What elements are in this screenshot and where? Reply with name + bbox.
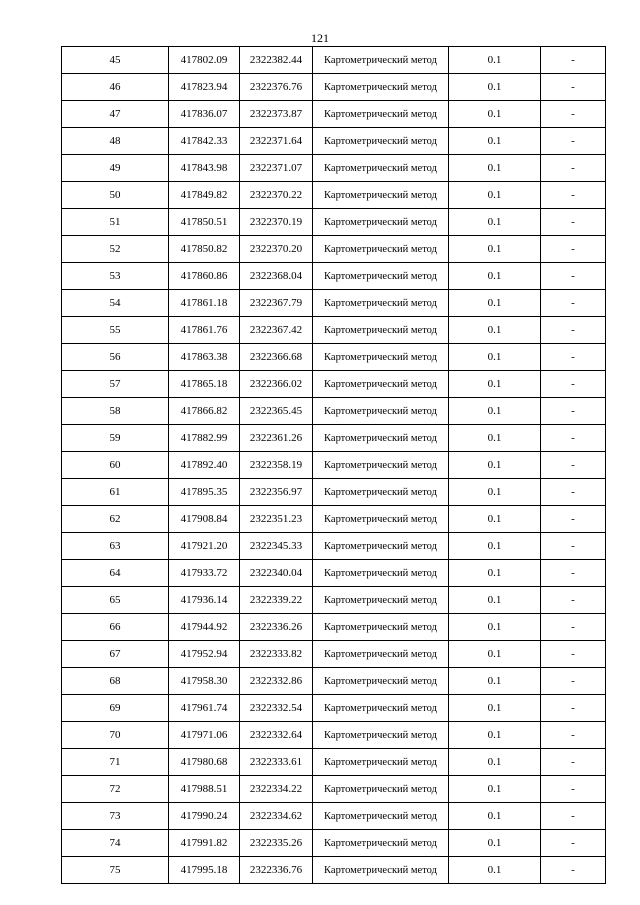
point-number-cell: 74 <box>62 830 169 857</box>
y-coordinate-cell: 2322332.86 <box>240 668 313 695</box>
table-row <box>62 209 606 236</box>
y-coordinate-cell: 2322339.22 <box>240 587 313 614</box>
x-coordinate-cell: 417882.99 <box>169 425 240 452</box>
method-cell: Картометрический метод <box>313 668 449 695</box>
y-coordinate-cell: 2322382.44 <box>240 47 313 74</box>
y-coordinate-cell: 2322345.33 <box>240 533 313 560</box>
point-number-cell: 57 <box>62 371 169 398</box>
accuracy-cell: 0.1 <box>449 209 541 236</box>
table-row <box>62 236 606 263</box>
x-coordinate-cell: 417988.51 <box>169 776 240 803</box>
point-number-cell: 58 <box>62 398 169 425</box>
y-coordinate-cell: 2322333.82 <box>240 641 313 668</box>
y-coordinate-cell: 2322336.26 <box>240 614 313 641</box>
accuracy-cell: 0.1 <box>449 803 541 830</box>
note-cell: - <box>541 371 606 398</box>
method-cell: Картометрический метод <box>313 344 449 371</box>
accuracy-cell: 0.1 <box>449 182 541 209</box>
method-cell: Картометрический метод <box>313 803 449 830</box>
accuracy-cell: 0.1 <box>449 506 541 533</box>
accuracy-cell: 0.1 <box>449 344 541 371</box>
method-cell: Картометрический метод <box>313 452 449 479</box>
table-row <box>62 830 606 857</box>
note-cell: - <box>541 479 606 506</box>
method-cell: Картометрический метод <box>313 587 449 614</box>
table-row <box>62 344 606 371</box>
method-cell: Картометрический метод <box>313 749 449 776</box>
y-coordinate-cell: 2322334.62 <box>240 803 313 830</box>
accuracy-cell: 0.1 <box>449 776 541 803</box>
table-row <box>62 452 606 479</box>
accuracy-cell: 0.1 <box>449 587 541 614</box>
method-cell: Картометрический метод <box>313 614 449 641</box>
method-cell: Картометрический метод <box>313 722 449 749</box>
coordinates-table <box>61 46 606 884</box>
x-coordinate-cell: 417850.82 <box>169 236 240 263</box>
y-coordinate-cell: 2322370.19 <box>240 209 313 236</box>
x-coordinate-cell: 417971.06 <box>169 722 240 749</box>
method-cell: Картометрический метод <box>313 155 449 182</box>
x-coordinate-cell: 417866.82 <box>169 398 240 425</box>
table-row <box>62 668 606 695</box>
note-cell: - <box>541 344 606 371</box>
page-number: 121 <box>311 31 329 45</box>
table-row <box>62 290 606 317</box>
y-coordinate-cell: 2322366.68 <box>240 344 313 371</box>
method-cell: Картометрический метод <box>313 641 449 668</box>
point-number-cell: 62 <box>62 506 169 533</box>
method-cell: Картометрический метод <box>313 371 449 398</box>
accuracy-cell: 0.1 <box>449 47 541 74</box>
accuracy-cell: 0.1 <box>449 830 541 857</box>
point-number-cell: 45 <box>62 47 169 74</box>
table-row <box>62 425 606 452</box>
table-row <box>62 479 606 506</box>
method-cell: Картометрический метод <box>313 128 449 155</box>
point-number-cell: 48 <box>62 128 169 155</box>
point-number-cell: 53 <box>62 263 169 290</box>
x-coordinate-cell: 417933.72 <box>169 560 240 587</box>
x-coordinate-cell: 417944.92 <box>169 614 240 641</box>
y-coordinate-cell: 2322333.61 <box>240 749 313 776</box>
accuracy-cell: 0.1 <box>449 74 541 101</box>
table-row <box>62 398 606 425</box>
point-number-cell: 60 <box>62 452 169 479</box>
x-coordinate-cell: 417921.20 <box>169 533 240 560</box>
method-cell: Картометрический метод <box>313 182 449 209</box>
point-number-cell: 75 <box>62 857 169 884</box>
x-coordinate-cell: 417842.33 <box>169 128 240 155</box>
y-coordinate-cell: 2322358.19 <box>240 452 313 479</box>
x-coordinate-cell: 417908.84 <box>169 506 240 533</box>
point-number-cell: 73 <box>62 803 169 830</box>
point-number-cell: 55 <box>62 317 169 344</box>
x-coordinate-cell: 417843.98 <box>169 155 240 182</box>
note-cell: - <box>541 398 606 425</box>
point-number-cell: 54 <box>62 290 169 317</box>
x-coordinate-cell: 417849.82 <box>169 182 240 209</box>
coordinates-table-body <box>62 47 606 884</box>
point-number-cell: 52 <box>62 236 169 263</box>
point-number-cell: 61 <box>62 479 169 506</box>
y-coordinate-cell: 2322361.26 <box>240 425 313 452</box>
x-coordinate-cell: 417961.74 <box>169 695 240 722</box>
method-cell: Картометрический метод <box>313 425 449 452</box>
accuracy-cell: 0.1 <box>449 452 541 479</box>
table-row <box>62 803 606 830</box>
table-row <box>62 641 606 668</box>
accuracy-cell: 0.1 <box>449 533 541 560</box>
y-coordinate-cell: 2322368.04 <box>240 263 313 290</box>
x-coordinate-cell: 417895.35 <box>169 479 240 506</box>
note-cell: - <box>541 614 606 641</box>
note-cell: - <box>541 857 606 884</box>
table-row <box>62 587 606 614</box>
y-coordinate-cell: 2322340.04 <box>240 560 313 587</box>
y-coordinate-cell: 2322332.64 <box>240 722 313 749</box>
method-cell: Картометрический метод <box>313 479 449 506</box>
table-row <box>62 614 606 641</box>
point-number-cell: 71 <box>62 749 169 776</box>
point-number-cell: 47 <box>62 101 169 128</box>
y-coordinate-cell: 2322376.76 <box>240 74 313 101</box>
x-coordinate-cell: 417980.68 <box>169 749 240 776</box>
accuracy-cell: 0.1 <box>449 749 541 776</box>
x-coordinate-cell: 417860.86 <box>169 263 240 290</box>
accuracy-cell: 0.1 <box>449 695 541 722</box>
method-cell: Картометрический метод <box>313 317 449 344</box>
y-coordinate-cell: 2322351.23 <box>240 506 313 533</box>
note-cell: - <box>541 263 606 290</box>
table-row <box>62 695 606 722</box>
x-coordinate-cell: 417861.18 <box>169 290 240 317</box>
point-number-cell: 49 <box>62 155 169 182</box>
method-cell: Картометрический метод <box>313 695 449 722</box>
accuracy-cell: 0.1 <box>449 668 541 695</box>
x-coordinate-cell: 417861.76 <box>169 317 240 344</box>
table-row <box>62 857 606 884</box>
accuracy-cell: 0.1 <box>449 371 541 398</box>
method-cell: Картометрический метод <box>313 236 449 263</box>
table-row <box>62 155 606 182</box>
accuracy-cell: 0.1 <box>449 722 541 749</box>
method-cell: Картометрический метод <box>313 560 449 587</box>
accuracy-cell: 0.1 <box>449 479 541 506</box>
accuracy-cell: 0.1 <box>449 398 541 425</box>
note-cell: - <box>541 560 606 587</box>
y-coordinate-cell: 2322371.07 <box>240 155 313 182</box>
method-cell: Картометрический метод <box>313 830 449 857</box>
note-cell: - <box>541 803 606 830</box>
note-cell: - <box>541 506 606 533</box>
note-cell: - <box>541 290 606 317</box>
accuracy-cell: 0.1 <box>449 317 541 344</box>
note-cell: - <box>541 749 606 776</box>
y-coordinate-cell: 2322335.26 <box>240 830 313 857</box>
note-cell: - <box>541 155 606 182</box>
accuracy-cell: 0.1 <box>449 614 541 641</box>
y-coordinate-cell: 2322336.76 <box>240 857 313 884</box>
point-number-cell: 67 <box>62 641 169 668</box>
note-cell: - <box>541 776 606 803</box>
table-row <box>62 128 606 155</box>
x-coordinate-cell: 417802.09 <box>169 47 240 74</box>
note-cell: - <box>541 47 606 74</box>
x-coordinate-cell: 417958.30 <box>169 668 240 695</box>
x-coordinate-cell: 417823.94 <box>169 74 240 101</box>
note-cell: - <box>541 182 606 209</box>
accuracy-cell: 0.1 <box>449 263 541 290</box>
x-coordinate-cell: 417863.38 <box>169 344 240 371</box>
accuracy-cell: 0.1 <box>449 128 541 155</box>
method-cell: Картометрический метод <box>313 47 449 74</box>
table-row <box>62 560 606 587</box>
x-coordinate-cell: 417892.40 <box>169 452 240 479</box>
method-cell: Картометрический метод <box>313 506 449 533</box>
table-row <box>62 506 606 533</box>
table-row <box>62 776 606 803</box>
accuracy-cell: 0.1 <box>449 290 541 317</box>
y-coordinate-cell: 2322365.45 <box>240 398 313 425</box>
note-cell: - <box>541 209 606 236</box>
note-cell: - <box>541 533 606 560</box>
y-coordinate-cell: 2322356.97 <box>240 479 313 506</box>
x-coordinate-cell: 417991.82 <box>169 830 240 857</box>
x-coordinate-cell: 417865.18 <box>169 371 240 398</box>
accuracy-cell: 0.1 <box>449 236 541 263</box>
table-row <box>62 101 606 128</box>
table-row <box>62 317 606 344</box>
x-coordinate-cell: 417952.94 <box>169 641 240 668</box>
y-coordinate-cell: 2322334.22 <box>240 776 313 803</box>
y-coordinate-cell: 2322370.20 <box>240 236 313 263</box>
method-cell: Картометрический метод <box>313 101 449 128</box>
point-number-cell: 56 <box>62 344 169 371</box>
accuracy-cell: 0.1 <box>449 857 541 884</box>
accuracy-cell: 0.1 <box>449 425 541 452</box>
method-cell: Картометрический метод <box>313 74 449 101</box>
y-coordinate-cell: 2322366.02 <box>240 371 313 398</box>
method-cell: Картометрический метод <box>313 290 449 317</box>
table-row <box>62 182 606 209</box>
point-number-cell: 63 <box>62 533 169 560</box>
accuracy-cell: 0.1 <box>449 101 541 128</box>
method-cell: Картометрический метод <box>313 398 449 425</box>
table-row <box>62 722 606 749</box>
point-number-cell: 46 <box>62 74 169 101</box>
x-coordinate-cell: 417995.18 <box>169 857 240 884</box>
method-cell: Картометрический метод <box>313 776 449 803</box>
accuracy-cell: 0.1 <box>449 560 541 587</box>
note-cell: - <box>541 641 606 668</box>
point-number-cell: 51 <box>62 209 169 236</box>
note-cell: - <box>541 128 606 155</box>
note-cell: - <box>541 668 606 695</box>
method-cell: Картометрический метод <box>313 533 449 560</box>
x-coordinate-cell: 417990.24 <box>169 803 240 830</box>
table-row <box>62 263 606 290</box>
table-row <box>62 74 606 101</box>
note-cell: - <box>541 722 606 749</box>
table-row <box>62 47 606 74</box>
point-number-cell: 69 <box>62 695 169 722</box>
method-cell: Картометрический метод <box>313 857 449 884</box>
method-cell: Картометрический метод <box>313 209 449 236</box>
point-number-cell: 59 <box>62 425 169 452</box>
y-coordinate-cell: 2322373.87 <box>240 101 313 128</box>
note-cell: - <box>541 830 606 857</box>
y-coordinate-cell: 2322367.79 <box>240 290 313 317</box>
x-coordinate-cell: 417936.14 <box>169 587 240 614</box>
note-cell: - <box>541 425 606 452</box>
point-number-cell: 72 <box>62 776 169 803</box>
note-cell: - <box>541 317 606 344</box>
point-number-cell: 65 <box>62 587 169 614</box>
accuracy-cell: 0.1 <box>449 641 541 668</box>
accuracy-cell: 0.1 <box>449 155 541 182</box>
note-cell: - <box>541 452 606 479</box>
point-number-cell: 66 <box>62 614 169 641</box>
x-coordinate-cell: 417850.51 <box>169 209 240 236</box>
method-cell: Картометрический метод <box>313 263 449 290</box>
note-cell: - <box>541 587 606 614</box>
point-number-cell: 64 <box>62 560 169 587</box>
note-cell: - <box>541 236 606 263</box>
point-number-cell: 70 <box>62 722 169 749</box>
table-row <box>62 371 606 398</box>
y-coordinate-cell: 2322367.42 <box>240 317 313 344</box>
y-coordinate-cell: 2322371.64 <box>240 128 313 155</box>
x-coordinate-cell: 417836.07 <box>169 101 240 128</box>
y-coordinate-cell: 2322332.54 <box>240 695 313 722</box>
note-cell: - <box>541 695 606 722</box>
point-number-cell: 50 <box>62 182 169 209</box>
note-cell: - <box>541 101 606 128</box>
y-coordinate-cell: 2322370.22 <box>240 182 313 209</box>
table-row <box>62 533 606 560</box>
table-row <box>62 749 606 776</box>
point-number-cell: 68 <box>62 668 169 695</box>
note-cell: - <box>541 74 606 101</box>
